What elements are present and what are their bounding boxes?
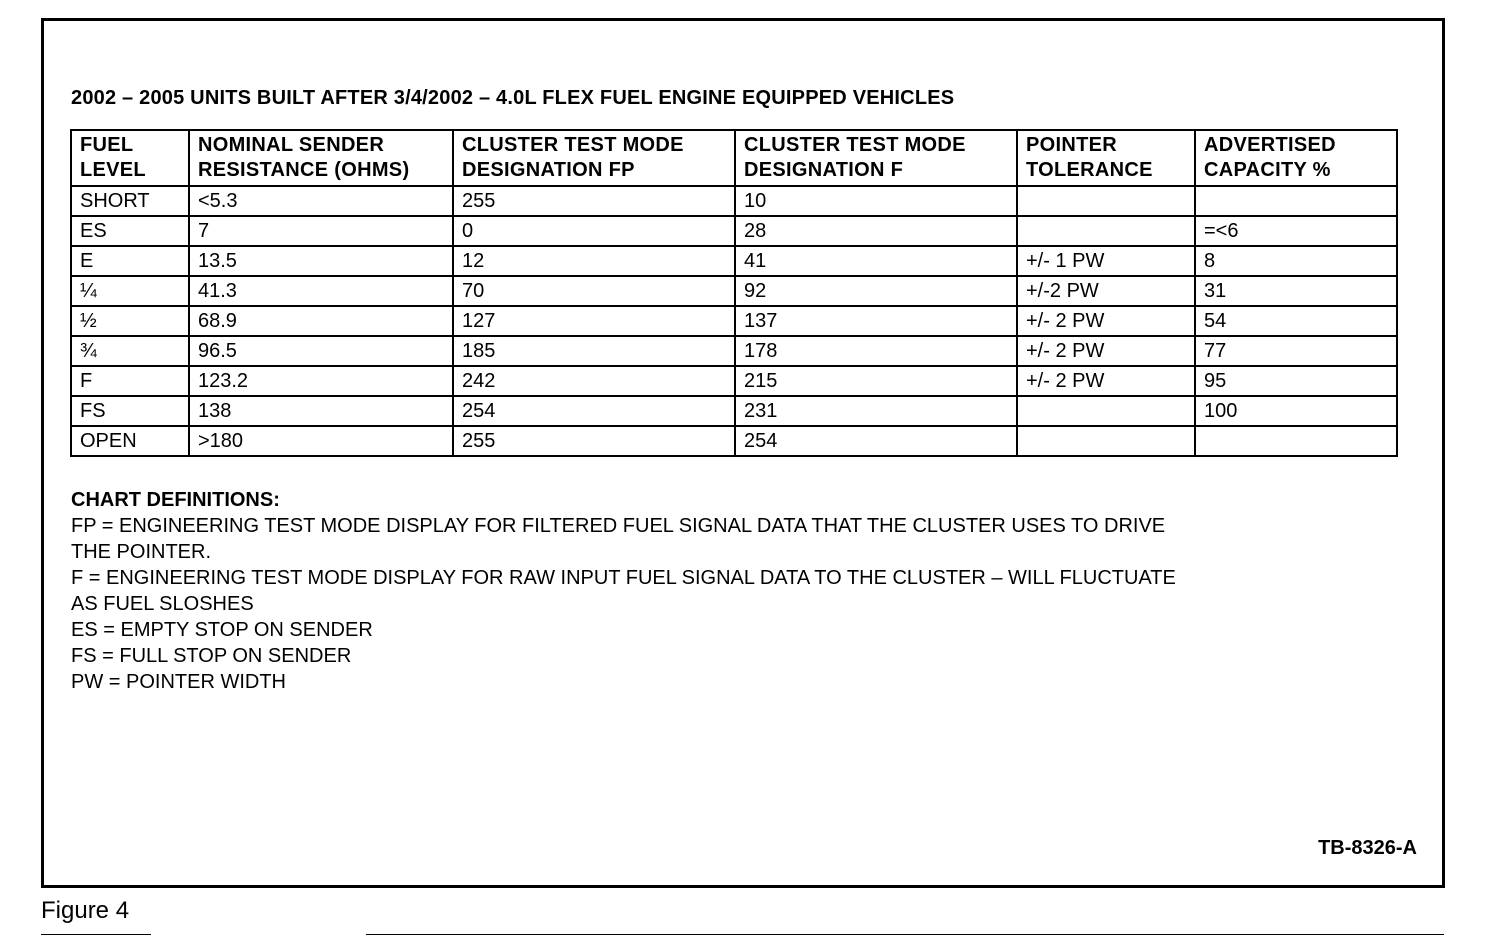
header-line: POINTER (1026, 134, 1117, 156)
header-line: DESIGNATION FP (462, 159, 635, 181)
table-row (71, 366, 1397, 396)
header-line: LEVEL (80, 159, 146, 181)
table-row (71, 426, 1397, 456)
header-advertised-capacity (1195, 130, 1397, 186)
header-fuel-level (71, 130, 189, 186)
header-line: CLUSTER TEST MODE (462, 134, 684, 156)
definition-line: FP = ENGINEERING TEST MODE DISPLAY FOR FILTERED FUEL SIGNAL DATA THAT THE CLUSTER USES TO DRIVE (71, 515, 1166, 537)
cell-tolerance (1017, 186, 1195, 216)
table-row (71, 216, 1397, 246)
chart-definitions (71, 487, 1411, 695)
cell-f: 137 (735, 306, 1017, 336)
cell-tolerance (1017, 426, 1195, 456)
cell-fuel-level: SHORT (71, 186, 189, 216)
table-row (71, 186, 1397, 216)
table-row (71, 306, 1397, 336)
definition-line: FS = FULL STOP ON SENDER (71, 645, 352, 667)
header-nominal-resistance (189, 130, 453, 186)
cell-fuel-level: ½ (71, 306, 189, 336)
cell-resistance: 96.5 (189, 336, 453, 366)
cell-fuel-level: OPEN (71, 426, 189, 456)
header-line: FUEL (80, 134, 134, 156)
cell-capacity: 77 (1195, 336, 1397, 366)
cell-fp: 242 (453, 366, 735, 396)
table-row (71, 336, 1397, 366)
cell-resistance: 123.2 (189, 366, 453, 396)
header-pointer-tolerance (1017, 130, 1195, 186)
cell-fuel-level: FS (71, 396, 189, 426)
cell-tolerance: +/- 2 PW (1017, 306, 1195, 336)
cell-tolerance: +/- 2 PW (1017, 336, 1195, 366)
header-line: ADVERTISED (1204, 134, 1336, 156)
table-row (71, 276, 1397, 306)
cell-capacity: 95 (1195, 366, 1397, 396)
figure-caption: Figure 4 (41, 897, 130, 924)
cell-f: 28 (735, 216, 1017, 246)
cell-tolerance: +/- 1 PW (1017, 246, 1195, 276)
definition-line: PW = POINTER WIDTH (71, 671, 286, 693)
cell-fp: 127 (453, 306, 735, 336)
caption-rule-left (41, 934, 151, 935)
cell-tolerance: +/-2 PW (1017, 276, 1195, 306)
cell-f: 231 (735, 396, 1017, 426)
cell-fp: 185 (453, 336, 735, 366)
cell-fuel-level: ES (71, 216, 189, 246)
cell-resistance: 41.3 (189, 276, 453, 306)
header-line: DESIGNATION F (744, 159, 904, 181)
chart-title: 2002 – 2005 UNITS BUILT AFTER 3/4/2002 – 4.0L FLEX FUEL ENGINE EQUIPPED VEHICLES (71, 87, 955, 109)
cell-resistance: >180 (189, 426, 453, 456)
document-code: TB-8326-A (1318, 837, 1417, 859)
cell-resistance: 7 (189, 216, 453, 246)
cell-fuel-level: E (71, 246, 189, 276)
cell-f: 10 (735, 186, 1017, 216)
caption-rule-right (366, 934, 1444, 935)
cell-fuel-level: ¼ (71, 276, 189, 306)
header-cluster-f (735, 130, 1017, 186)
header-line: RESISTANCE (OHMS) (198, 159, 410, 181)
table-row (71, 396, 1397, 426)
cell-capacity: 8 (1195, 246, 1397, 276)
cell-tolerance: +/- 2 PW (1017, 366, 1195, 396)
cell-capacity: =<6 (1195, 216, 1397, 246)
cell-fp: 12 (453, 246, 735, 276)
header-line: CAPACITY % (1204, 159, 1331, 181)
cell-tolerance (1017, 216, 1195, 246)
cell-resistance: 138 (189, 396, 453, 426)
figure-frame (41, 18, 1445, 888)
cell-fp: 254 (453, 396, 735, 426)
definition-line: THE POINTER. (71, 541, 212, 563)
cell-capacity: 100 (1195, 396, 1397, 426)
cell-fuel-level: ¾ (71, 336, 189, 366)
cell-capacity (1195, 426, 1397, 456)
cell-f: 215 (735, 366, 1017, 396)
cell-f: 92 (735, 276, 1017, 306)
cell-resistance: <5.3 (189, 186, 453, 216)
cell-fp: 0 (453, 216, 735, 246)
header-line: TOLERANCE (1026, 159, 1153, 181)
cell-f: 178 (735, 336, 1017, 366)
header-line: CLUSTER TEST MODE (744, 134, 966, 156)
table-row (71, 246, 1397, 276)
fuel-level-table (70, 129, 1398, 457)
cell-fp: 255 (453, 426, 735, 456)
cell-f: 254 (735, 426, 1017, 456)
table-header-row (71, 130, 1397, 186)
cell-capacity: 54 (1195, 306, 1397, 336)
cell-tolerance (1017, 396, 1195, 426)
header-cluster-fp (453, 130, 735, 186)
cell-capacity (1195, 186, 1397, 216)
cell-resistance: 13.5 (189, 246, 453, 276)
cell-f: 41 (735, 246, 1017, 276)
cell-resistance: 68.9 (189, 306, 453, 336)
cell-fp: 70 (453, 276, 735, 306)
cell-capacity: 31 (1195, 276, 1397, 306)
header-line: NOMINAL SENDER (198, 134, 385, 156)
cell-fp: 255 (453, 186, 735, 216)
definitions-title: CHART DEFINITIONS: (71, 489, 280, 511)
definition-line: F = ENGINEERING TEST MODE DISPLAY FOR RAW INPUT FUEL SIGNAL DATA TO THE CLUSTER – WILL FLUCTUATE (71, 567, 1176, 589)
cell-fuel-level: F (71, 366, 189, 396)
definition-line: ES = EMPTY STOP ON SENDER (71, 619, 373, 641)
definition-line: AS FUEL SLOSHES (71, 593, 254, 615)
